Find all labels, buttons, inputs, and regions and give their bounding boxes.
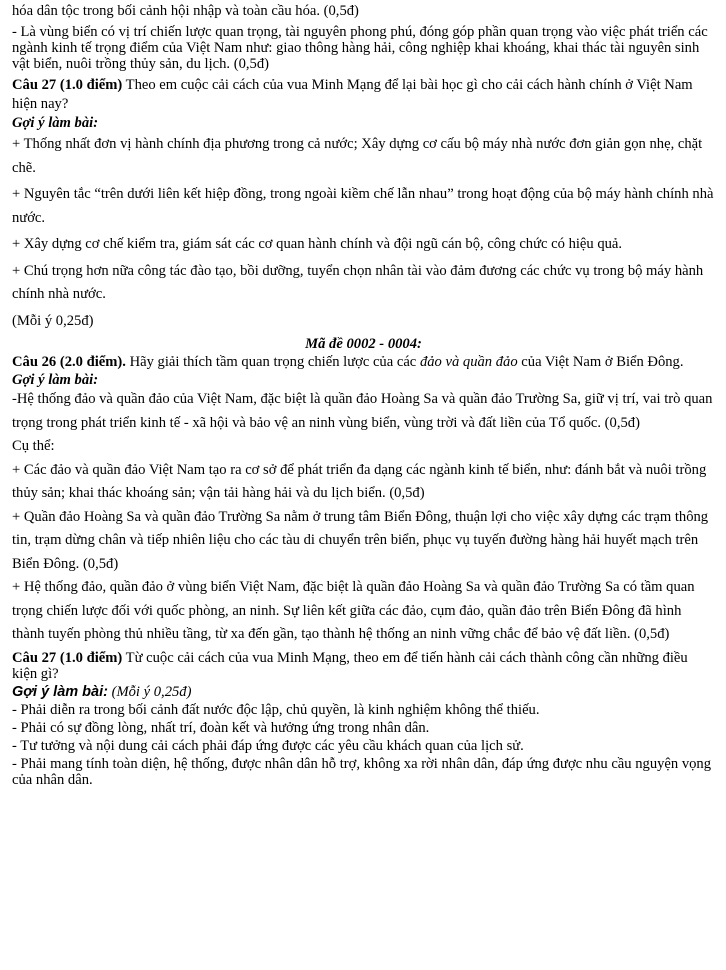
hint-heading-line	[12, 684, 715, 700]
exam-code-heading: Mã đề 0002 - 0004:	[305, 336, 422, 352]
sea-importance-point: - Là vùng biển có vị trí chiến lược quan trọng, tài nguyên phong phú, đóng góp phần quan trọng vào việc phát triển các ngành kinh tế trọng điểm của Việt Nam như: giao thông hàng hải, công nghiệp khai khoáng, khai thác tài nguyên sinh vật biển, nuôi trồng thủy sản, du lịch. (0,5đ)	[12, 24, 708, 72]
specific-item: + Các đảo và quần đảo Việt Nam tạo ra cơ sở để phát triển đa dạng các ngành kinh tế biển, như: đánh bắt và nuôi trồng thủy sản; khai thác khoáng sản; vận tải hàng hải và du lịch biển. (0,5đ)	[12, 461, 707, 501]
hint-heading: Gợi ý làm bài:	[12, 372, 99, 388]
hint-note: (Mỗi ý 0,25đ)	[107, 683, 192, 700]
specifics-label: Cụ thể:	[12, 438, 55, 454]
condition-item: - Phải có sự đồng lòng, nhất trí, đoàn kết và hưởng ứng trong nhân dân.	[12, 719, 430, 736]
question-emphasis: đảo và quần đảo	[419, 354, 518, 370]
question-text: Hãy giải thích tầm quan trọng chiến lược của các	[125, 354, 420, 370]
specific-item: + Hệ thống đảo, quần đảo ở vùng biển Việt Nam, đặc biệt là quần đảo Hoàng Sa và quần đảo Trường Sa có tầm quan trọng chiến lược đối với quốc phòng, an ninh. Sự liên kết giữa các đảo, cụm đảo, quần đảo trên Biển Đông đã hình thành tuyến phòng thủ nhiều tầng, từ xa đến gần, tạo thành hệ thống an ninh vững chắc để bảo vệ đất liền. (0,5đ)	[12, 579, 695, 642]
specific-item: + Quần đảo Hoàng Sa và quần đảo Trường Sa nằm ở trung tâm Biển Đông, thuận lợi cho việc xây dựng các trạm thông tin, trạm dừng chân và tiếp nhiên liệu cho các tàu di chuyển trên biển, phục vụ tuyến đường hàng hải huyết mạch trên Biển Đông. (0,5đ)	[12, 508, 709, 572]
answer-item: + Thống nhất đơn vị hành chính địa phương trong cả nước; Xây dựng cơ cấu bộ máy nhà nước đơn giản gọn nhẹ, chặt chẽ.	[12, 136, 703, 176]
document-page	[12, 2, 715, 788]
question-26	[12, 354, 715, 370]
score-note: (Mỗi ý 0,25đ)	[12, 312, 94, 329]
question-label: Câu 27 (1.0 điểm)	[12, 649, 123, 666]
question-label: Câu 26 (2.0 điểm).	[12, 354, 126, 370]
question-text-end: của Việt Nam ở Biển Đông.	[517, 354, 684, 370]
question-label: Câu 27 (1.0 điểm)	[12, 77, 123, 93]
question-text: Từ cuộc cải cách của vua Minh Mạng, theo em để tiến hành cải cách thành công cần những điều kiện gì?	[12, 649, 688, 682]
answer-item: + Chú trọng hơn nữa công tác đào tạo, bồi dưỡng, tuyển chọn nhân tài vào đảm đương các chức vụ trong bộ máy hành chính nhà nước.	[12, 262, 704, 302]
condition-item: - Phải diễn ra trong bối cảnh đất nước độc lập, chủ quyền, là kinh nghiệm không thể thiếu.	[12, 701, 540, 718]
question-27-part1	[12, 76, 715, 114]
condition-item: - Tư tưởng và nội dung cải cách phải đáp ứng được các yêu cầu khách quan của lịch sử.	[12, 737, 524, 754]
condition-item: - Phải mang tính toàn diện, hệ thống, được nhân dân hỗ trợ, không xa rời nhân dân, đáp ứng được nhu cầu nguyện vọng của nhân dân.	[12, 755, 712, 788]
question-text: Theo em cuộc cải cách của vua Minh Mạng để lại bài học gì cho cải cách hành chính ở Việt Nam hiện nay?	[12, 77, 693, 112]
answer-item: + Nguyên tắc “trên dưới liên kết hiệp đồng, trong ngoài kiềm chế lẫn nhau” trong hoạt động của bộ máy hành chính nhà nước.	[12, 186, 714, 226]
answer-item: + Xây dựng cơ chế kiểm tra, giám sát các cơ quan hành chính và đội ngũ cán bộ, công chức có hiệu quả.	[12, 236, 623, 252]
intro-line: hóa dân tộc trong bối cảnh hội nhập và toàn cầu hóa. (0,5đ)	[12, 3, 359, 19]
overview-paragraph: -Hệ thống đảo và quần đảo của Việt Nam, đặc biệt là quần đảo Hoàng Sa và quần đảo Trường Sa, giữ vị trí, vai trò quan trọng trong phát triển kinh tế - xã hội và bảo vệ an ninh vùng biển, vùng trời và đất liền của Tổ quốc. (0,5đ)	[12, 391, 713, 431]
hint-heading: Gợi ý làm bài:	[12, 115, 99, 131]
question-27-part2	[12, 650, 715, 682]
hint-heading: Gợi ý làm bài:	[12, 683, 108, 700]
